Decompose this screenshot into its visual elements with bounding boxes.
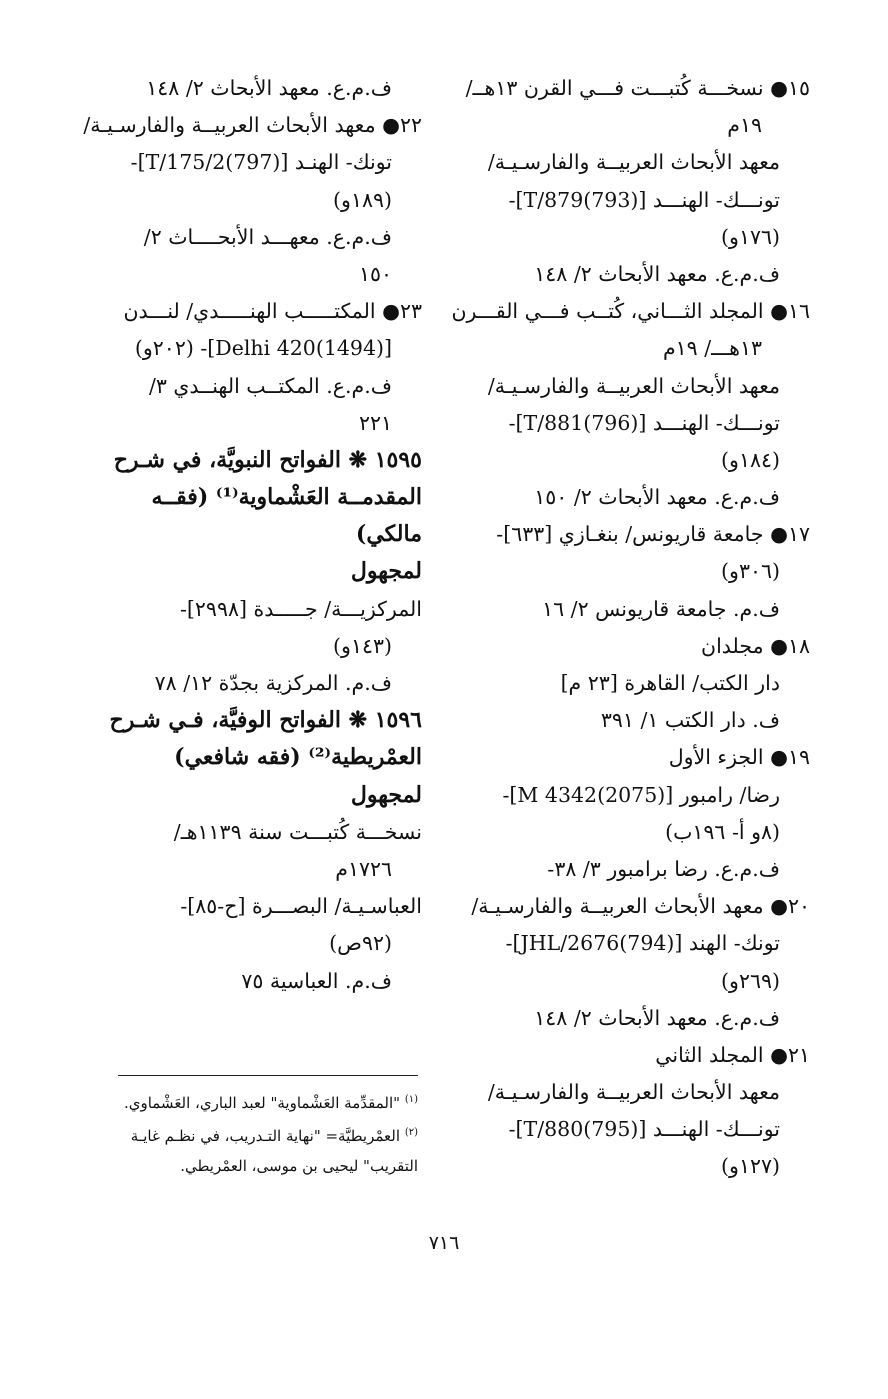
entry-line: ف.م.ع. معهـــد الأبحــــاث ٢/ bbox=[143, 224, 392, 249]
entry-line: ١٦● المجلد الثـــاني، كُتــب فـــي القـــرن bbox=[451, 299, 810, 324]
entry-line: ١٩● الجزء الأول bbox=[668, 745, 810, 770]
entry-line: ٢١● المجلد الثاني bbox=[655, 1042, 810, 1067]
entry-line: ٢٣● المكتـــــب الهنـــــدي/ لنـــدن bbox=[123, 299, 422, 324]
entry-line: تونـــك- الهنـــد [T/879(793)]- bbox=[508, 187, 780, 212]
entry-line: ف.م.ع. المكتــب الهنــدي ٣/ bbox=[148, 373, 392, 398]
entry-line: المركزيـــة/ جـــــدة [٢٩٩٨]- bbox=[179, 596, 422, 621]
footnotes bbox=[68, 1085, 418, 1181]
entry-line: ١٨● مجلدان bbox=[701, 633, 810, 658]
entry-heading: مالكي) bbox=[355, 521, 422, 548]
entry-heading: ١٥٩٥ ❋ الفواتح النبويَّة، في شـرح bbox=[113, 446, 422, 473]
footnote-marker: (٢) bbox=[404, 1127, 418, 1138]
entry-line: (١٢٧و) bbox=[721, 1154, 780, 1179]
entry-line: (٢٦٩و) bbox=[721, 968, 780, 993]
entry-line: (١٤٣و) bbox=[333, 633, 392, 658]
entry-line: العباسـيـة/ البصـــرة [ح-٨٥]- bbox=[180, 894, 422, 919]
entry-heading: العمْريطية⁽²⁾ (فقه شافعي) bbox=[174, 744, 422, 771]
entry-line: ٢٠● معهد الأبحاث العربيــة والفارسـيـة/ bbox=[471, 894, 810, 919]
entry-heading: المقدمــة العَشْماوية⁽¹⁾ (فقــه bbox=[151, 484, 422, 511]
footnote-divider bbox=[118, 1075, 418, 1076]
entry-line: تونك- الهند [JHL/2676(794)]- bbox=[505, 931, 780, 956]
footnote-continuation bbox=[68, 1151, 418, 1181]
entry-line: [Delhi 420(1494)]- (٢٠٢و) bbox=[134, 336, 392, 361]
entry-line: ١٧٢٦م bbox=[335, 856, 392, 881]
left-column bbox=[77, 70, 422, 1000]
entry-line: تونك- الهنـد [T/175/2(797)]- bbox=[130, 150, 392, 175]
footnote bbox=[68, 1118, 418, 1151]
entry-line: معهد الأبحاث العربيــة والفارسـيـة/ bbox=[487, 373, 780, 398]
entry-line: ٢٢● معهد الأبحاث العربيــة والفارسـيـة/ bbox=[83, 113, 422, 138]
entry-line: ١٩م bbox=[727, 113, 762, 138]
entry-line: معهد الأبحاث العربيــة والفارسـيـة/ bbox=[487, 1080, 780, 1105]
entry-line: ف.م.ع. معهد الأبحاث ٢/ ١٤٨ bbox=[534, 1005, 780, 1030]
right-column bbox=[451, 70, 810, 1186]
page-number: ٧١٦ bbox=[428, 1232, 460, 1254]
entry-line: ف.م. جامعة قاريونس ٢/ ١٦ bbox=[542, 596, 780, 621]
entry-line: ف.م.ع. معهد الأبحاث ٢/ ١٤٨ bbox=[534, 261, 780, 286]
entry-line: (١٧٦و) bbox=[721, 224, 780, 249]
entry-line: معهد الأبحاث العربيــة والفارسـيـة/ bbox=[487, 150, 780, 175]
entry-line: (٨و أ- ١٩٦ب) bbox=[665, 819, 780, 844]
footnote-text: العمْريطيَّة= "نهاية التـدريب، في نظـم غايـة bbox=[130, 1127, 401, 1145]
entry-line: ف.م. المركزية بجدّة ١٢/ ٧٨ bbox=[154, 671, 392, 695]
entry-line: ف.م. العباسية ٧٥ bbox=[241, 968, 392, 993]
entry-heading: ١٥٩٦ ❋ الفواتح الوفيَّة، فـي شـرح bbox=[109, 707, 422, 734]
entry-author: لمجهول bbox=[350, 781, 422, 808]
entry-line: نسخـــة كُتبـــت سنة ١١٣٩هـ/ bbox=[173, 819, 422, 844]
entry-line: تونـــك- الهنـــد [T/881(796)]- bbox=[508, 410, 780, 435]
footnote-text: "المقدِّمة العَشْماوية" لعبد الباري، العَشْماوي. bbox=[123, 1094, 401, 1112]
footnote-text: التقريب" ليحيى بن موسى، العمْريطي. bbox=[180, 1157, 418, 1175]
entry-line: ف.م.ع. معهد الأبحاث ٢/ ١٤٨ bbox=[146, 76, 392, 100]
entry-line: ف. دار الكتب ١/ ٣٩١ bbox=[600, 708, 780, 733]
entry-line: ١٥٠ bbox=[358, 261, 392, 286]
entry-author: لمجهول bbox=[350, 558, 422, 585]
entry-line: دار الكتب/ القاهرة [٢٣ م] bbox=[560, 671, 780, 695]
footnote-marker: (١) bbox=[404, 1094, 418, 1105]
entry-line: ف.م.ع. معهد الأبحاث ٢/ ١٥٠ bbox=[534, 485, 780, 510]
entry-line: ١٧● جامعة قاريونس/ بنغـازي [٦٣٣]- bbox=[496, 522, 810, 547]
entry-line: (٣٠٦و) bbox=[721, 559, 780, 584]
entry-line: (١٨٤و) bbox=[721, 447, 780, 472]
entry-line: رضا/ رامبور [M 4342(2075)]- bbox=[502, 782, 780, 807]
entry-line: ١٣هـــ/ ١٩م bbox=[662, 336, 762, 361]
entry-line: تونـــك- الهنـــد [T/880(795)]- bbox=[508, 1117, 780, 1142]
entry-line: (١٨٩و) bbox=[333, 187, 392, 212]
entry-line: ٢٢١ bbox=[358, 410, 392, 435]
entry-line: ف.م.ع. رضا برامبور ٣/ ٣٨- bbox=[547, 856, 780, 881]
entry-line: ١٥● نسخـــة كُتبـــت فـــي القرن ١٣هــ/ bbox=[465, 76, 810, 100]
footnote bbox=[68, 1085, 418, 1118]
entry-line: (٩٢ص) bbox=[329, 931, 392, 956]
